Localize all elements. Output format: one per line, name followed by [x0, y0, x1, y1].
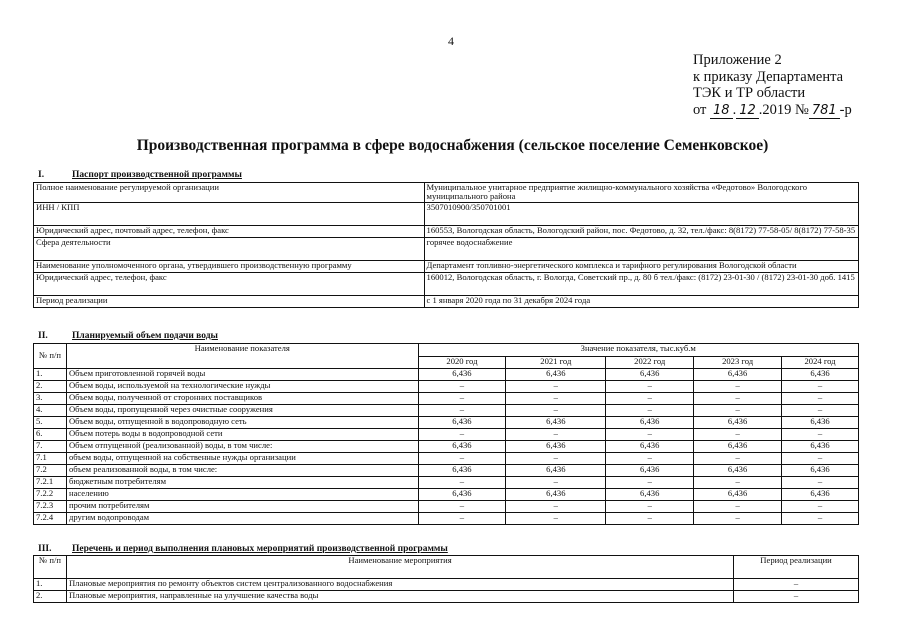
appendix-suffix: -р: [839, 101, 852, 118]
indicator-value: –: [606, 381, 694, 393]
indicator-value: –: [694, 453, 782, 465]
row-number: 3.: [34, 393, 67, 405]
indicator-name: Объем воды, пропущенной через очистные сооружения: [66, 405, 418, 417]
section3-heading: [32, 544, 448, 554]
table-row: [34, 513, 859, 525]
passport-value: горячее водоснабжение: [424, 237, 858, 260]
row-number: 7.1: [34, 453, 67, 465]
passport-label: Наименование уполномоченного органа, утвердившего производственную программу: [34, 260, 425, 272]
appendix-date-line: от 18 . 12 .2019 № 781 -р: [693, 101, 852, 118]
passport-value: Муниципальное унитарное предприятие жилищно-коммунального хозяйства «Федотово» Вологодского муниципального района: [424, 183, 858, 203]
indicator-value: –: [606, 477, 694, 489]
indicator-value: –: [418, 501, 506, 513]
indicator-value: 6,436: [694, 369, 782, 381]
indicator-name: Объем потерь воды в водопроводной сети: [66, 429, 418, 441]
indicator-value: 6,436: [606, 465, 694, 477]
indicator-value: –: [606, 501, 694, 513]
indicator-value: –: [694, 477, 782, 489]
indicator-value: –: [782, 501, 859, 513]
row-number: 2.: [34, 381, 67, 393]
indicator-value: –: [418, 405, 506, 417]
indicator-value: –: [506, 501, 606, 513]
row-number: 1.: [34, 369, 67, 381]
table-row: [34, 501, 859, 513]
appendix-year: .2019 №: [758, 101, 809, 118]
table-row: [34, 579, 859, 591]
indicator-value: 6,436: [694, 441, 782, 453]
indicator-value: –: [506, 453, 606, 465]
indicator-name: Объем воды, полученной от сторонних поставщиков: [66, 393, 418, 405]
measures-table: [33, 555, 859, 603]
row-number: 7.2: [34, 465, 67, 477]
indicator-value: 6,436: [694, 489, 782, 501]
indicator-value: 6,436: [782, 441, 859, 453]
section1-number: I.: [38, 170, 45, 180]
indicator-name: объем воды, отпущенной на собственные нужды организации: [66, 453, 418, 465]
indicator-value: 6,436: [782, 489, 859, 501]
column-number-header: № п/п: [34, 556, 67, 579]
year-header: 2020 год: [418, 357, 506, 369]
column-measure-header: Наименование мероприятия: [66, 556, 733, 579]
indicator-value: 6,436: [418, 369, 506, 381]
appendix-block: [693, 52, 852, 119]
row-number: 4.: [34, 405, 67, 417]
indicator-value: –: [782, 405, 859, 417]
indicator-value: –: [606, 513, 694, 525]
indicator-value: –: [506, 513, 606, 525]
passport-value: Департамент топливно-энергетического комплекса и тарифного регулирования Вологодской области: [424, 260, 858, 272]
passport-label: Юридический адрес, почтовый адрес, телефон, факс: [34, 225, 425, 237]
table-row: [34, 477, 859, 489]
water-volume-table-body: [34, 369, 859, 525]
passport-value: с 1 января 2020 года по 31 декабря 2024 года: [424, 295, 858, 307]
indicator-value: –: [418, 381, 506, 393]
indicator-value: 6,436: [606, 369, 694, 381]
passport-value: 3507010900/350701001: [424, 202, 858, 225]
table-row: [34, 441, 859, 453]
indicator-value: 6,436: [506, 465, 606, 477]
handwritten-day: 18: [710, 103, 733, 119]
indicator-value: 6,436: [506, 489, 606, 501]
indicator-value: 6,436: [694, 417, 782, 429]
indicator-value: –: [782, 381, 859, 393]
indicator-value: –: [782, 477, 859, 489]
table-row: [34, 453, 859, 465]
section1-heading: [32, 170, 242, 180]
passport-table: [33, 182, 859, 308]
indicator-value: 6,436: [782, 369, 859, 381]
indicator-name: другим водопроводам: [66, 513, 418, 525]
indicator-value: 6,436: [506, 417, 606, 429]
indicator-value: 6,436: [782, 417, 859, 429]
indicator-value: –: [782, 453, 859, 465]
indicator-value: –: [506, 405, 606, 417]
indicator-value: –: [606, 405, 694, 417]
row-number: 1.: [34, 579, 67, 591]
indicator-name: населению: [66, 489, 418, 501]
year-header: 2021 год: [506, 357, 606, 369]
indicator-name: объем реализованной воды, в том числе:: [66, 465, 418, 477]
indicator-value: –: [506, 477, 606, 489]
table-row: [34, 405, 859, 417]
passport-label: Период реализации: [34, 295, 425, 307]
indicator-value: 6,436: [694, 465, 782, 477]
indicator-name: Объем отпущенной (реализованной) воды, в том числе:: [66, 441, 418, 453]
row-number: 7.2.4: [34, 513, 67, 525]
passport-table-body: [34, 183, 859, 308]
appendix-line3: ТЭК и ТР области: [693, 85, 806, 101]
table-row: [34, 202, 859, 225]
passport-label: Юридический адрес, телефон, факс: [34, 272, 425, 295]
indicator-value: –: [506, 381, 606, 393]
appendix-line1: Приложение 2: [693, 52, 782, 68]
indicator-value: 6,436: [606, 489, 694, 501]
passport-label: Сфера деятельности: [34, 237, 425, 260]
passport-value: 160553, Вологодская область, Вологодский район, пос. Федотово, д. 32, тел./факс: 8(8172) 77-58-05/ 8(8172) 77-58-35: [424, 225, 858, 237]
indicator-value: –: [418, 393, 506, 405]
indicator-value: –: [694, 501, 782, 513]
indicator-value: –: [782, 393, 859, 405]
indicator-value: –: [694, 381, 782, 393]
table-row: [34, 381, 859, 393]
row-number: 7.2.1: [34, 477, 67, 489]
column-value-header: Значение показателя, тыс.куб.м: [418, 344, 859, 357]
table-row: [34, 489, 859, 501]
indicator-value: 6,436: [506, 441, 606, 453]
column-period-header: Период реализации: [734, 556, 859, 579]
table-row: [34, 225, 859, 237]
indicator-value: –: [506, 393, 606, 405]
indicator-value: –: [606, 429, 694, 441]
table-row: [34, 272, 859, 295]
indicator-value: 6,436: [418, 489, 506, 501]
indicator-value: –: [694, 513, 782, 525]
indicator-value: –: [694, 405, 782, 417]
indicator-value: –: [418, 477, 506, 489]
indicator-value: –: [418, 453, 506, 465]
indicator-name: бюджетным потребителям: [66, 477, 418, 489]
measure-period: –: [734, 591, 859, 603]
table-row: [34, 260, 859, 272]
passport-label: ИНН / КПП: [34, 202, 425, 225]
indicator-value: 6,436: [418, 441, 506, 453]
year-header: 2024 год: [782, 357, 859, 369]
table-row: [34, 591, 859, 603]
indicator-name: прочим потребителям: [66, 501, 418, 513]
indicator-name: Объем воды, отпущенной в водопроводную сеть: [66, 417, 418, 429]
measure-name: Плановые мероприятия, направленные на улучшение качества воды: [66, 591, 733, 603]
table-row: [34, 465, 859, 477]
indicator-value: –: [694, 393, 782, 405]
measures-table-body: [34, 579, 859, 603]
handwritten-month: 12: [736, 103, 759, 119]
table-row: [34, 393, 859, 405]
row-number: 5.: [34, 417, 67, 429]
table-row: [34, 417, 859, 429]
measure-name: Плановые мероприятия по ремонту объектов систем централизованного водоснабжения: [66, 579, 733, 591]
handwritten-number: 781: [809, 103, 840, 119]
section2-number: II.: [38, 331, 48, 341]
table-row: [34, 295, 859, 307]
indicator-value: 6,436: [606, 441, 694, 453]
year-header: 2022 год: [606, 357, 694, 369]
indicator-value: –: [606, 393, 694, 405]
indicator-name: Объем воды, используемой на технологические нужды: [66, 381, 418, 393]
document-title: Производственная программа в сфере водоснабжения (сельское поселение Семенковское): [136, 137, 769, 154]
row-number: 2.: [34, 591, 67, 603]
year-header: 2023 год: [694, 357, 782, 369]
indicator-value: 6,436: [506, 369, 606, 381]
measure-period: –: [734, 579, 859, 591]
row-number: 7.2.3: [34, 501, 67, 513]
indicator-value: 6,436: [782, 465, 859, 477]
passport-label: Полное наименование регулируемой организации: [34, 183, 425, 203]
row-number: 7.2.2: [34, 489, 67, 501]
table-row: [34, 369, 859, 381]
indicator-value: –: [418, 429, 506, 441]
row-number: 7.: [34, 441, 67, 453]
table-row: [34, 429, 859, 441]
appendix-line2: к приказу Департамента: [693, 68, 844, 85]
appendix-prefix: от: [693, 101, 707, 118]
table-row: [34, 183, 859, 203]
indicator-value: 6,436: [606, 417, 694, 429]
table-row: [34, 237, 859, 260]
section2-heading: [32, 331, 218, 341]
page-number: 4: [448, 34, 454, 48]
indicator-value: 6,436: [418, 417, 506, 429]
row-number: 6.: [34, 429, 67, 441]
indicator-value: –: [418, 513, 506, 525]
section3-number: III.: [38, 544, 52, 554]
water-volume-table: [33, 343, 859, 525]
section3-title: Перечень и период выполнения плановых мероприятий производственной программы: [72, 544, 448, 554]
indicator-value: –: [782, 513, 859, 525]
section1-title: Паспорт производственной программы: [72, 170, 242, 180]
passport-value: 160012, Вологодская область, г. Вологда, Советский пр., д. 80 б тел./факс: (8172) 23-01-30 / (8172) 23-01-30 доб. 1415: [424, 272, 858, 295]
indicator-value: –: [782, 429, 859, 441]
indicator-value: –: [694, 429, 782, 441]
column-indicator-header: Наименование показателя: [66, 344, 418, 369]
section2-title: Планируемый объем подачи воды: [72, 331, 218, 341]
indicator-name: Объем приготовленной горячей воды: [66, 369, 418, 381]
column-number-header: № п/п: [34, 344, 67, 369]
indicator-value: –: [606, 453, 694, 465]
indicator-value: 6,436: [418, 465, 506, 477]
indicator-value: –: [506, 429, 606, 441]
